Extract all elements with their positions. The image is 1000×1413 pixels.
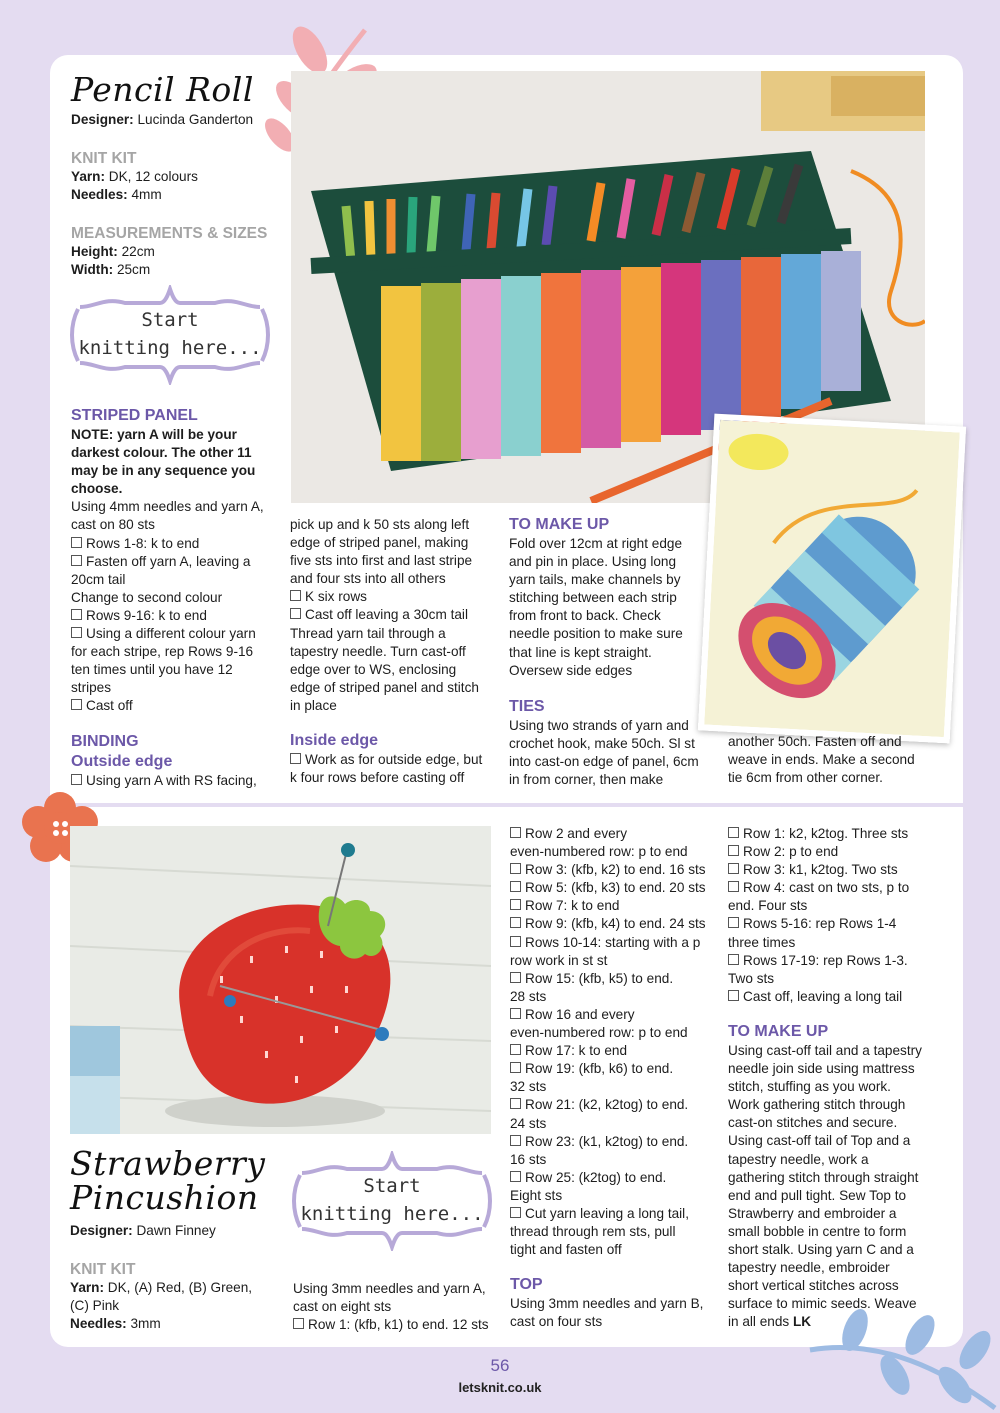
text-line: and pin in place. Using long [509,554,677,570]
checkbox[interactable] [71,627,82,638]
checklist-item: Row 15: (kfb, k5) to end. [510,970,720,988]
checklist-item: 20cm tail [71,571,126,587]
checklist-item: edge of striped panel, making [290,535,469,551]
inside-edge-steps [290,751,500,787]
ties-continued [728,733,938,787]
checklist-item: Using yarn A with RS facing, [71,772,281,790]
text-line: tapestry needle, work a [728,1151,869,1167]
checklist-item: Rows 1-8: k to end [71,535,281,553]
strawberry-photo [70,826,491,1134]
checkbox[interactable] [510,1008,521,1019]
pencil-roll-col1 [71,111,276,279]
checklist-item: ten times until you have 12 [71,662,233,678]
text-line: tie 6cm from other corner. [728,770,883,786]
checklist-item: Row 1: (kfb, k1) to end. 12 sts [293,1316,503,1334]
checklist-item: Row 17: k to end [510,1042,720,1060]
checklist-item: Row 3: k1, k2tog. Two sts [728,861,943,879]
checkbox[interactable] [71,555,82,566]
checkbox[interactable] [510,1135,521,1146]
checklist-item: Rows 17-19: rep Rows 1-3. [728,952,943,970]
checklist-item: Row 7: k to end [510,897,720,915]
top-row-steps [728,825,943,1006]
text-line: in from corner, then make [509,772,664,788]
text-line: Using cast-off tail of Top and a [728,1133,911,1149]
checklist-item: Eight sts [510,1187,563,1203]
text-line: weave in ends. Make a second [728,752,915,768]
yarn-line: Yarn: DK, (A) Red, (B) Green, [70,1280,253,1296]
checkbox[interactable] [728,827,739,838]
checklist-item: Fasten off yarn A, leaving a [71,553,281,571]
designer-line: Designer: Dawn Finney [70,1223,216,1238]
checklist-item: for each stripe, rep Rows 9-16 [71,644,254,660]
strawberry-col1 [70,1222,285,1333]
ties-text [509,717,719,789]
checklist-item: five sts into first and last stripe [290,553,473,569]
checklist-item: Rows 9-16: k to end [71,607,281,625]
make-up-text [509,535,719,680]
checklist-item: Cast off, leaving a long tail [728,988,943,1006]
text-line: Using two strands of yarn and [509,717,689,733]
strawberry-col4 [728,825,943,1331]
checklist-item: thread through rem sts, pull [510,1224,676,1240]
note-line: NOTE: yarn A will be your [71,427,237,442]
banner-line1: Start [363,1175,421,1197]
text-line: short stalk. Using yarn C and a [728,1241,914,1257]
checklist-item: 28 sts [510,988,547,1004]
text-line: Using cast-off tail and a tapestry [728,1042,922,1058]
checklist-item: Thread yarn tail through a [290,625,446,641]
width-line: Width: 25cm [71,262,151,278]
height-line: Height: 22cm [71,244,155,260]
make-up-last-line: in all ends LK [728,1314,812,1330]
text-line: Work gathering stitch through [728,1097,906,1113]
top-text [510,1295,720,1331]
checkbox[interactable] [71,774,82,785]
checklist-item: edge of striped panel and stitch [290,679,479,695]
checklist-item: 16 sts [510,1151,547,1167]
checkbox[interactable] [510,827,521,838]
text-line: Fold over 12cm at right edge [509,536,683,551]
checkbox[interactable] [510,1098,521,1109]
checkbox[interactable] [510,917,521,928]
checklist-item: three times [728,934,796,950]
checkbox[interactable] [510,972,521,983]
checklist-item: row work in st st [510,952,608,968]
checklist-item: Change to second colour [71,589,223,605]
checklist-item: Row 16 and every [510,1006,720,1024]
striped-panel-section [71,406,281,790]
checkbox[interactable] [728,845,739,856]
checklist-item: Row 25: (k2tog) to end. [510,1169,720,1187]
designer-line: Designer: Lucinda Ganderton [71,112,254,127]
text-line: needle join side using mattress [728,1061,915,1077]
text-line: end and pull tight. Sew Top to [728,1187,907,1203]
checklist-item: Rows 10-14: starting with a p [510,934,720,952]
text-line: Using 3mm needles and yarn B, [510,1296,704,1312]
checkbox[interactable] [290,608,301,619]
strawberry-title-line1: Strawberry [70,1144,266,1183]
checklist-item: pick up and k 50 sts along left [290,517,470,532]
checkbox[interactable] [510,863,521,874]
pencil-roll-title: Pencil Roll [71,70,254,109]
checkbox[interactable] [510,1062,521,1073]
checklist-item: Row 21: (k2, k2tog) to end. [510,1096,720,1114]
note-line: darkest colour. The other 11 [71,445,252,461]
text-line: small bobble in centre to form [728,1223,907,1239]
checklist-item: stripes [71,680,112,696]
checklist-item: Rows 5-16: rep Rows 1-4 [728,915,943,933]
checklist-item: tight and fasten off [510,1242,622,1258]
text-line: Strawberry and embroider a [728,1205,897,1221]
checkbox[interactable] [290,590,301,601]
checklist-item: Using 3mm needles and yarn A, [293,1281,486,1296]
checkbox[interactable] [510,936,521,947]
checklist-item: Two sts [728,970,775,986]
checklist-item: K six rows [290,588,500,606]
banner-line2: knitting here... [300,1203,484,1225]
checklist-item: Row 23: (k1, k2tog) to end. [510,1133,720,1151]
checklist-item: cast on eight sts [293,1299,392,1315]
checklist-item: Row 3: (kfb, k2) to end. 16 sts [510,861,720,879]
checklist-item: Row 5: (kfb, k3) to end. 20 sts [510,879,720,897]
checklist-item: tapestry needle. Turn cast-off [290,643,466,659]
checklist-item: even-numbered row: p to end [510,844,688,860]
strawberry-col2 [293,1280,503,1334]
checklist-item: and four sts into all others [290,571,446,587]
checkbox[interactable] [728,917,739,928]
checkbox[interactable] [510,881,521,892]
needles-line: Needles: 4mm [71,187,162,203]
checkbox[interactable] [728,990,739,1001]
strawberry-col3 [510,825,720,1331]
ties-heading: TIES [509,697,545,715]
checklist-item: in place [290,697,337,713]
checklist-item: 24 sts [510,1115,547,1131]
note-line: may be in any sequence you [71,463,256,479]
striped-panel-steps [71,498,281,715]
checkbox[interactable] [510,1044,521,1055]
knit-kit-heading: KNIT KIT [70,1261,136,1279]
checkbox[interactable] [510,1171,521,1182]
rolled-pencil-roll-photo [698,414,966,744]
checklist-item: end. Four sts [728,898,808,914]
needles-line: Needles: 3mm [70,1316,161,1332]
checklist-item: Work as for outside edge, but [290,751,500,769]
start-knitting-banner-2 [292,1151,492,1251]
checklist-item: Row 9: (kfb, k4) to end. 24 sts [510,915,720,933]
checkbox[interactable] [71,537,82,548]
checklist-item: k four rows before casting off [290,770,465,786]
knit-kit-heading: KNIT KIT [71,150,137,168]
strawberry-row-steps [510,825,720,1259]
checklist-item: Row 4: cast on two sts, p to [728,879,943,897]
checklist-item: 32 sts [510,1079,547,1095]
checklist-item: Row 1: k2, k2tog. Three sts [728,825,943,843]
text-line: stitch, stuffing as you work. [728,1079,891,1095]
checkbox[interactable] [728,881,739,892]
banner-line1: Start [141,309,199,331]
text-line: that line is kept straight. [509,644,652,660]
pencil-roll-col3 [509,515,719,789]
text-line: another 50ch. Fasten off and [728,734,902,749]
text-line: from front to back. Check [509,608,661,624]
yarn-line: Yarn: DK, 12 colours [71,169,198,185]
strawberry-title-line2: Pincushion [70,1178,259,1217]
text-line: cast-on stitches and secure. [728,1115,898,1131]
section-divider [50,803,963,807]
website-link[interactable]: letsknit.co.uk [458,1380,542,1395]
text-line: crochet hook, make 50ch. Sl st [509,735,695,751]
checklist-item: Cast off leaving a 30cm tail [290,606,500,624]
checklist-item: Row 19: (kfb, k6) to end. [510,1060,720,1078]
note-line: choose. [71,481,123,497]
text-line: stitching between each strip [509,590,677,606]
binding-heading: BINDING [71,732,139,750]
to-make-up-heading: TO MAKE UP [509,516,610,533]
checkbox[interactable] [290,753,301,764]
text-line: gathering stitch through straight [728,1169,919,1185]
striped-panel-heading: STRIPED PANEL [71,407,198,424]
text-line: needle position to make sure [509,626,683,642]
checklist-item: Row 2 and every [510,825,720,843]
text-line: yarn tails, make channels by [509,572,681,588]
outside-edge-heading: Outside edge [71,752,173,770]
checklist-item: Using a different colour yarn [71,625,281,643]
banner-line2: knitting here... [78,337,262,359]
text-line: into cast-on edge of panel, 6cm [509,753,699,769]
page-number: 56 [490,1356,510,1375]
checkbox[interactable] [71,699,82,710]
checklist-item: Cut yarn leaving a long tail, [510,1205,720,1223]
measurements-heading: MEASUREMENTS & SIZES [71,225,268,243]
inside-edge-heading: Inside edge [290,732,379,750]
text-line: Oversew side edges [509,662,633,678]
pencil-roll-col2 [290,516,500,787]
checklist-item: Row 2: p to end [728,843,943,861]
to-make-up-heading: TO MAKE UP [728,1022,829,1040]
checkbox[interactable] [510,1207,521,1218]
top-heading: TOP [510,1276,543,1294]
start-knitting-banner [70,285,270,385]
text-line: tapestry needle, embroider [728,1260,890,1276]
text-line: cast on four sts [510,1314,603,1330]
checkbox[interactable] [71,609,82,620]
checklist-item: edge over to WS, enclosing [290,661,457,677]
checklist-item: Cast off [71,697,281,715]
checkbox[interactable] [510,899,521,910]
make-up-text [728,1042,943,1313]
checkbox[interactable] [728,863,739,874]
yarn-line-2: (C) Pink [70,1298,120,1314]
text-line: short vertical stitches across [728,1278,899,1294]
checklist-item: Using 4mm needles and yarn A, [71,499,264,515]
checkbox[interactable] [293,1318,304,1329]
binding-steps [290,516,500,715]
checkbox[interactable] [728,954,739,965]
checklist-item: cast on 80 sts [71,517,155,533]
text-line: surface to mimic seeds. Weave [728,1296,917,1312]
checklist-item: even-numbered row: p to end [510,1025,688,1041]
